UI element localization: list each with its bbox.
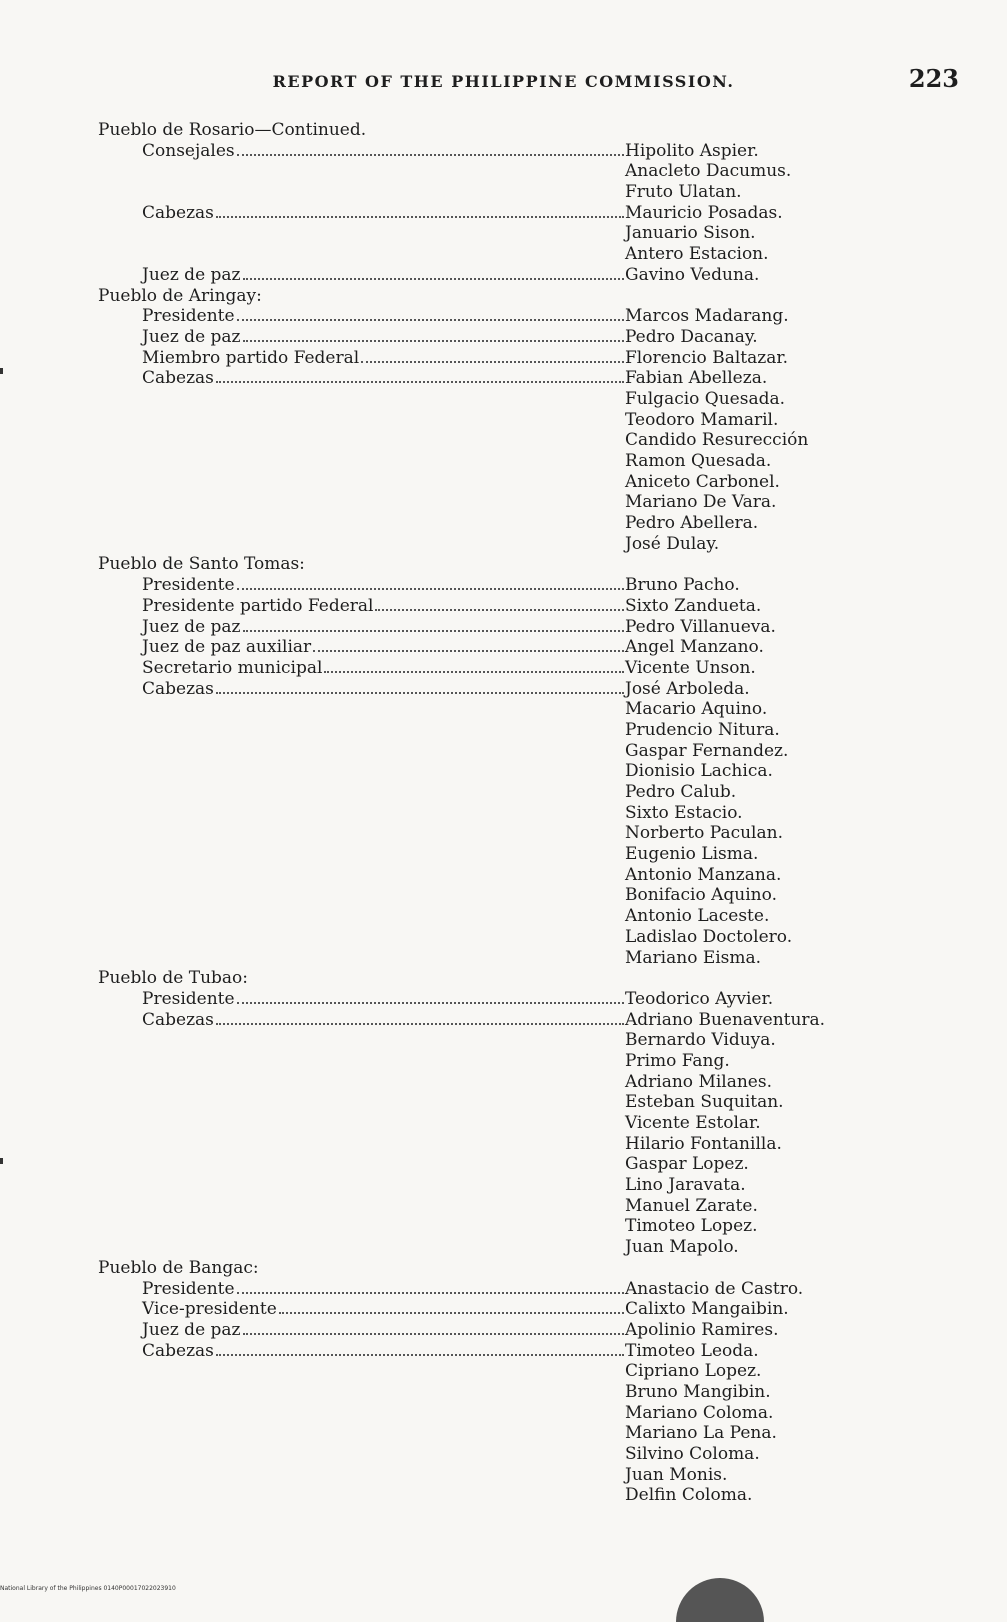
role-label: Secretario municipal [142, 657, 323, 678]
office-row [98, 141, 898, 162]
name-continuation-row [98, 1423, 898, 1444]
name-continuation-row [98, 1051, 898, 1072]
role-with-leader [142, 617, 624, 638]
official-name: Mariano De Vara. [625, 492, 777, 513]
official-name: Pedro Dacanay. [625, 326, 758, 347]
official-name: Cipriano Lopez. [625, 1361, 762, 1382]
office-row [98, 658, 898, 679]
role-with-leader [142, 348, 624, 369]
official-name: Silvino Coloma. [625, 1444, 760, 1464]
dot-leader [237, 1292, 624, 1294]
name-continuation-row [98, 1485, 898, 1506]
name-continuation-row [98, 182, 898, 203]
role-with-leader [142, 327, 624, 348]
dot-leader [361, 361, 624, 363]
official-name: Aniceto Carbonel. [625, 471, 780, 492]
office-row [98, 617, 898, 638]
office-row [98, 596, 898, 617]
name-continuation-row [98, 1154, 898, 1175]
name-continuation-row [98, 948, 898, 969]
dot-leader [216, 1023, 624, 1025]
role-with-leader [142, 368, 624, 389]
official-name: Mariano La Pena. [625, 1423, 777, 1444]
office-row [98, 203, 898, 224]
official-name: Anastacio de Castro. [625, 1278, 804, 1299]
name-continuation-row [98, 1403, 898, 1424]
role-label: Vice-presidente [142, 1299, 277, 1320]
official-name: Esteban Suquitan. [625, 1092, 784, 1113]
role-with-leader [142, 1010, 624, 1031]
dot-leader [375, 609, 624, 611]
name-continuation-row [98, 1134, 898, 1155]
name-continuation-row [98, 1237, 898, 1258]
role-label: Juez de paz [142, 264, 241, 285]
official-name: Hipolito Aspier. [625, 140, 759, 161]
official-name: Timoteo Leoda. [625, 1340, 759, 1361]
role-with-leader [142, 1341, 624, 1362]
official-name: Hilario Fontanilla. [625, 1133, 782, 1154]
page-number: 223 [908, 64, 959, 93]
office-row [98, 575, 898, 596]
name-continuation-row [98, 389, 898, 410]
office-row [98, 1299, 898, 1320]
name-continuation-row [98, 1361, 898, 1382]
name-continuation-row [98, 1382, 898, 1403]
name-continuation-row [98, 223, 898, 244]
role-label: Presidente [142, 988, 235, 1009]
name-continuation-row [98, 782, 898, 803]
official-name: Anacleto Dacumus. [625, 161, 792, 182]
name-continuation-row [98, 865, 898, 886]
role-with-leader [142, 1320, 624, 1341]
name-continuation-row [98, 741, 898, 762]
office-row [98, 679, 898, 700]
dot-leader [279, 1312, 624, 1314]
name-continuation-row [98, 161, 898, 182]
official-name: Bruno Pacho. [625, 575, 740, 596]
official-name: Pedro Calub. [625, 782, 737, 802]
official-name: Bruno Mangibin. [625, 1381, 771, 1402]
role-with-leader [142, 306, 624, 327]
role-with-leader [142, 141, 624, 162]
official-name: Vicente Estolar. [625, 1113, 761, 1133]
office-row [98, 348, 898, 369]
official-name: Sixto Zandueta. [625, 595, 762, 616]
official-name: Delfin Coloma. [625, 1485, 753, 1506]
name-continuation-row [98, 823, 898, 844]
roster-list [98, 120, 898, 1506]
library-seal [676, 1578, 764, 1622]
pueblo-heading: Pueblo de Santo Tomas: [98, 554, 305, 575]
official-name: Adriano Milanes. [625, 1071, 772, 1092]
official-name: Marcos Madarang. [625, 306, 789, 327]
name-continuation-row [98, 472, 898, 493]
name-continuation-row [98, 803, 898, 824]
official-name: Candido Resurección [625, 430, 809, 451]
role-label: Presidente partido Federal [142, 595, 374, 616]
official-name: Juan Monis. [625, 1464, 728, 1485]
name-continuation-row [98, 430, 898, 451]
official-name: Timoteo Lopez. [625, 1216, 758, 1237]
dot-leader [237, 1002, 624, 1004]
official-name: Apolinio Ramires. [625, 1319, 779, 1340]
official-name: Dionisio Lachica. [625, 761, 773, 782]
office-row [98, 327, 898, 348]
official-name: José Dulay. [625, 533, 720, 554]
name-continuation-row [98, 761, 898, 782]
official-name: Mariano Eisma. [625, 947, 762, 968]
dot-leader [216, 692, 624, 694]
dot-leader [324, 671, 624, 673]
name-continuation-row [98, 492, 898, 513]
dot-leader [237, 319, 624, 321]
name-continuation-row [98, 1092, 898, 1113]
official-name: Ladislao Doctolero. [625, 926, 793, 947]
role-label: Juez de paz [142, 326, 241, 347]
name-continuation-row [98, 513, 898, 534]
pueblo-heading: Pueblo de Bangac: [98, 1257, 259, 1278]
official-name: Prudencio Nitura. [625, 719, 780, 740]
dot-leader [243, 340, 624, 342]
name-continuation-row [98, 410, 898, 431]
official-name: Adriano Buenaventura. [625, 1009, 826, 1030]
name-continuation-row [98, 451, 898, 472]
office-row [98, 1010, 898, 1031]
official-name: Ramon Quesada. [625, 451, 772, 471]
role-label: Cabezas [142, 368, 214, 389]
role-with-leader [142, 658, 624, 679]
name-continuation-row [98, 927, 898, 948]
official-name: Gavino Veduna. [625, 264, 760, 285]
role-with-leader [142, 203, 624, 224]
edge-mark [0, 1158, 3, 1164]
name-continuation-row [98, 720, 898, 741]
role-label: Cabezas [142, 1009, 214, 1030]
name-continuation-row [98, 1465, 898, 1486]
office-row [98, 306, 898, 327]
office-row [98, 1320, 898, 1341]
dot-leader [313, 650, 624, 652]
role-with-leader [142, 637, 624, 658]
role-label: Presidente [142, 575, 235, 596]
official-name: Pedro Villanueva. [625, 616, 776, 637]
name-continuation-row [98, 1030, 898, 1051]
official-name: Calixto Mangaibin. [625, 1299, 789, 1320]
role-with-leader [142, 265, 624, 286]
role-label: Consejales [142, 140, 235, 161]
name-continuation-row [98, 1444, 898, 1465]
role-label: Miembro partido Federal [142, 347, 360, 368]
dot-leader [237, 154, 624, 156]
official-name: Fruto Ulatan. [625, 182, 742, 203]
official-name: Vicente Unson. [625, 657, 756, 678]
official-name: Fabian Abelleza. [625, 368, 768, 389]
official-name: Juan Mapolo. [625, 1237, 739, 1258]
role-with-leader [142, 1279, 624, 1300]
office-row [98, 265, 898, 286]
footer-credit: National Library of the Philippines 0140P00017022023910 [0, 1585, 176, 1592]
pueblo-heading: Pueblo de Aringay: [98, 285, 262, 306]
role-with-leader [142, 989, 624, 1010]
dot-leader [216, 216, 624, 218]
official-name: Angel Manzano. [625, 637, 764, 658]
office-row [98, 1341, 898, 1362]
role-label: Cabezas [142, 202, 214, 223]
official-name: Primo Fang. [625, 1050, 730, 1071]
running-title: REPORT OF THE PHILIPPINE COMMISSION. [272, 72, 735, 91]
role-label: Juez de paz [142, 1319, 241, 1340]
role-with-leader [142, 596, 624, 617]
role-label: Cabezas [142, 678, 214, 699]
name-continuation-row [98, 1072, 898, 1093]
official-name: Januario Sison. [625, 223, 756, 244]
official-name: Bernardo Viduya. [625, 1030, 776, 1051]
name-continuation-row [98, 885, 898, 906]
role-with-leader [142, 575, 624, 596]
name-continuation-row [98, 844, 898, 865]
name-continuation-row [98, 1216, 898, 1237]
dot-leader [243, 278, 624, 280]
name-continuation-row [98, 1113, 898, 1134]
dot-leader [216, 1354, 624, 1356]
pueblo-heading: Pueblo de Tubao: [98, 968, 249, 989]
official-name: Florencio Baltazar. [625, 347, 788, 368]
role-with-leader [142, 679, 624, 700]
office-row [98, 1279, 898, 1300]
official-name: Antonio Manzana. [625, 864, 782, 885]
official-name: Mariano Coloma. [625, 1402, 774, 1423]
official-name: Fulgacio Quesada. [625, 388, 786, 409]
official-name: Mauricio Posadas. [625, 202, 783, 223]
dot-leader [216, 381, 624, 383]
official-name: Pedro Abellera. [625, 513, 759, 534]
official-name: Sixto Estacio. [625, 802, 743, 823]
role-label: Cabezas [142, 1340, 214, 1361]
dot-leader [237, 588, 624, 590]
official-name: Lino Jaravata. [625, 1175, 746, 1196]
official-name: Manuel Zarate. [625, 1195, 758, 1216]
name-continuation-row [98, 1196, 898, 1217]
role-label: Presidente [142, 1278, 235, 1299]
official-name: Macario Aquino. [625, 699, 768, 720]
role-label: Juez de paz [142, 616, 241, 637]
official-name: Gaspar Lopez. [625, 1154, 749, 1175]
official-name: Antonio Laceste. [625, 906, 770, 927]
official-name: José Arboleda. [625, 678, 750, 699]
pueblo-heading: Pueblo de Rosario—Continued. [98, 120, 367, 140]
name-continuation-row [98, 906, 898, 927]
dot-leader [243, 630, 624, 632]
role-label: Juez de paz auxiliar [142, 637, 312, 658]
dot-leader [243, 1333, 624, 1335]
official-name: Teodorico Ayvier. [625, 988, 774, 1009]
role-label: Presidente [142, 306, 235, 327]
official-name: Antero Estacion. [625, 244, 769, 265]
official-name: Eugenio Lisma. [625, 844, 759, 865]
official-name: Bonifacio Aquino. [625, 885, 777, 906]
name-continuation-row [98, 244, 898, 265]
official-name: Gaspar Fernandez. [625, 740, 789, 761]
office-row [98, 368, 898, 389]
office-row [98, 989, 898, 1010]
edge-mark [0, 368, 3, 374]
official-name: Teodoro Mamaril. [625, 409, 779, 430]
role-with-leader [142, 1299, 624, 1320]
official-name: Norberto Paculan. [625, 823, 783, 844]
office-row [98, 637, 898, 658]
name-continuation-row [98, 699, 898, 720]
name-continuation-row [98, 534, 898, 555]
name-continuation-row [98, 1175, 898, 1196]
